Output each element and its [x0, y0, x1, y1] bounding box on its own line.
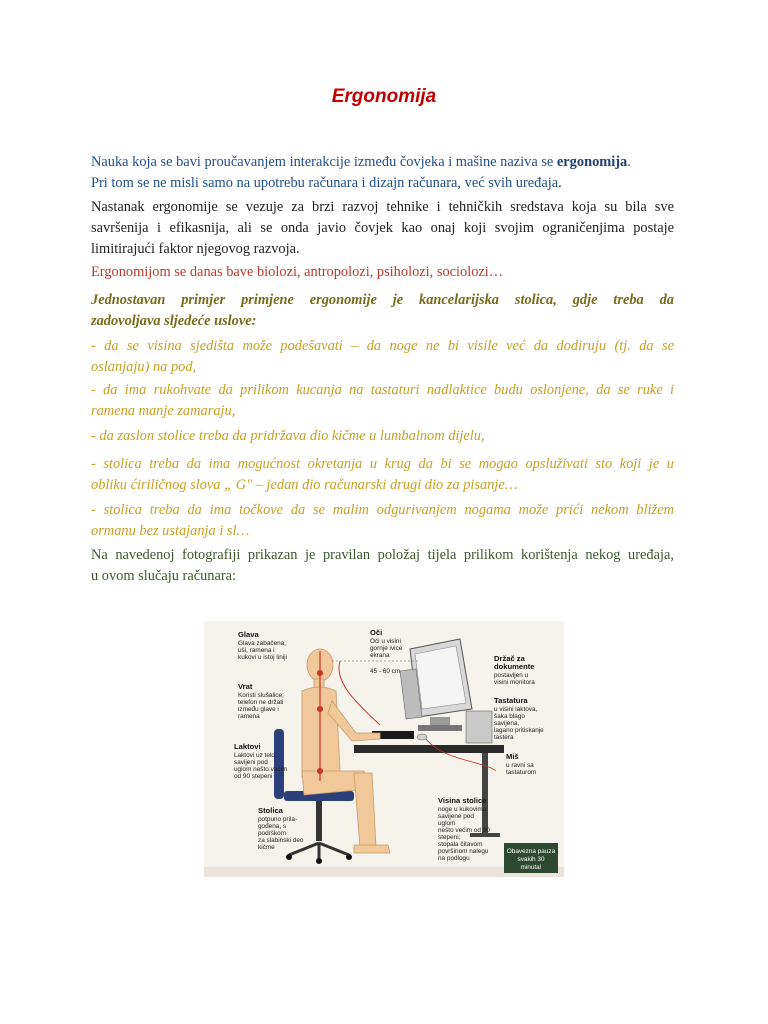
list-item — [91, 454, 674, 496]
list-item — [91, 426, 674, 447]
label-mis — [506, 752, 536, 776]
label-stolica — [258, 806, 304, 851]
chair-intro-line2: zadovoljava sljedeće uslove: — [91, 313, 257, 329]
list-item-line1: - da ima rukohvate da prilikom kucanja na tastaturi nadlaktice budu oslonjene, da se ruke i — [91, 382, 674, 398]
figure-label-text: savijeni pod — [234, 759, 268, 766]
figure-label-text: stepeni; — [438, 834, 461, 841]
figure-label-text: Stolica — [258, 806, 283, 815]
label-vrat — [238, 682, 284, 720]
figure-label-text: Držač za — [494, 654, 525, 663]
list-item-line1: - da zaslon stolice treba da pridržava dio kičme u lumbalnom dijelu, — [91, 428, 485, 444]
ergonomics-figure — [204, 621, 564, 877]
list-item-line2: ramena manje zamaraju, — [91, 403, 236, 419]
figure-label-text: noge u kukovima — [438, 806, 487, 813]
photo-caption-paragraph — [91, 545, 674, 587]
desk — [354, 745, 504, 753]
figure-label-text: tastera — [494, 734, 514, 741]
list-item-line1: - da se visina sjedišta može podešavati – da noge ne bi visile već da dodiruju (tj. da se — [91, 338, 674, 354]
figure-label-text: savijene pod — [438, 813, 474, 820]
figure-label-text: gornje ivice — [370, 645, 403, 652]
list-item-line2: obliku ćiriličnog slova „ G" – jedan dio računarski drugi dio za pisanje… — [91, 477, 518, 493]
figure-label-text: Obavezna pauza — [506, 848, 556, 855]
figure-label-text: Visina stolice — [438, 796, 487, 805]
figure-label-text: dokumente — [494, 662, 535, 671]
list-item — [91, 500, 674, 542]
figure-label-text: telefon ne držati — [238, 699, 284, 706]
figure-label-text: savijena, — [494, 720, 520, 727]
figure-label-text: kukovi u istoj liniji — [238, 654, 288, 661]
figure-label-text: Oči u visini — [370, 638, 401, 645]
figure-label-text: postavljen u — [494, 672, 529, 679]
figure-label-text: za slabinski deo — [258, 837, 304, 844]
figure-label-text: lagano pritiskanje — [494, 727, 544, 734]
figure-label-text: ekrana — [370, 652, 390, 659]
list-item-line1: - stolica treba da ima točkove da se malim odgurivanjem nogama može prići nekom bližem — [91, 502, 674, 518]
origin-line1: Nastanak ergonomije se vezuje za brzi razvoj tehnike i tehničkih sredstava koja su bila sve — [91, 199, 674, 215]
figure-label-text: Oči — [370, 628, 383, 637]
figure-label-text: Vrat — [238, 682, 253, 691]
figure-label-text: potpuno prila- — [258, 816, 298, 823]
mouse — [417, 734, 427, 740]
list-item-line1: - stolica treba da ima mogućnost okretanja u krug da bi se mogao opsluživati sto koji je u — [91, 456, 674, 472]
figure-label-text: od 90 stepeni — [234, 773, 273, 780]
figure-label-text: u ravni sa — [506, 762, 534, 769]
figure-label-text: Koristi slušalice; — [238, 692, 284, 699]
chair-intro-paragraph — [91, 290, 674, 332]
figure-label-text: uglom nešto većim — [234, 766, 288, 773]
chair-intro-line1: Jednostavan primjer primjene ergonomije je kancelarijska stolica, gdje treba da — [91, 292, 674, 308]
figure-label-text: Glava zabačena; — [238, 640, 286, 647]
figure-label-text: Tastatura — [494, 696, 528, 705]
label-drzac — [494, 654, 535, 686]
figure-label-text: ramena — [238, 713, 260, 720]
photo-caption-line1: Na navedenoj fotografiji prikazan je pravilan položaj tijela prilikom korištenja nekog uređaja, — [91, 547, 674, 563]
figure-label-text: Laktovi — [234, 742, 261, 751]
page-title: Ergonomija — [331, 86, 437, 107]
label-oci — [370, 628, 403, 675]
list-item-line2: oslanjaju) na pod, — [91, 359, 197, 375]
figure-label-text: stopala čitavom — [438, 841, 483, 848]
figure-label-text: podrškom — [258, 830, 287, 837]
distance-label: 45 - 60 cm — [370, 668, 401, 675]
figure-label-text: uši, ramena i — [238, 647, 275, 654]
figure-label-text: gođena, s — [258, 823, 287, 830]
figure-label-text: između glave i — [238, 706, 279, 713]
figure-label-text: nešto većim od 90 — [438, 827, 490, 834]
ergonomics-illustration — [204, 621, 564, 877]
photo-caption-line2: u ovom slučaju računara: — [91, 568, 237, 584]
intro-line2: Pri tom se ne misli samo na upotrebu računara i dizajn računara, već svih uređaja. — [91, 175, 562, 191]
ergonomija-term: ergonomija — [556, 154, 628, 170]
figure-label-text: kičme — [258, 844, 275, 851]
figure-label-text: svakih 30 — [517, 856, 545, 863]
label-visina-stolice — [438, 796, 490, 862]
figure-label-text: Miš — [506, 752, 519, 761]
figure-label-text: Laktovi uz telo, — [234, 752, 277, 759]
label-glava — [238, 630, 287, 661]
origin-paragraph — [91, 197, 674, 260]
figure-label-text: šaka blago — [494, 713, 525, 720]
figure-label-text: u visini laktova, — [494, 706, 538, 713]
figure-label-text: površinom nalegu — [438, 848, 489, 855]
origin-line2: savršenija i efikasnija, ali se onda javio čovjek kao onaj koji svojim ograničenjima postaje — [91, 220, 674, 236]
break-badge — [504, 843, 558, 873]
figure-label-text: na podlogu — [438, 855, 470, 862]
figure-label-text: visini monitora — [494, 679, 535, 686]
list-item-line2: ormanu bez ustajanja i sl… — [91, 523, 250, 539]
figure-label-text: Glava — [238, 630, 259, 639]
list-item — [91, 336, 674, 378]
figure-label-text: uglom — [438, 820, 456, 827]
label-tastatura — [494, 696, 544, 741]
fields-paragraph: Ergonomijom se danas bave biolozi, antropolozi, psiholozi, sociolozi… — [91, 264, 504, 280]
figure-label-text: tastaturom — [506, 769, 537, 776]
list-item — [91, 380, 674, 422]
intro-text-before: Nauka koja se bavi proučavanjem interakcije između čovjeka i mašine naziva se — [91, 154, 557, 170]
origin-line3: limitirajući faktor njegovog razvoja. — [91, 241, 300, 257]
intro-text-after: . — [627, 154, 631, 170]
figure-label-text: minuta! — [520, 864, 542, 871]
intro-paragraph — [91, 152, 674, 194]
